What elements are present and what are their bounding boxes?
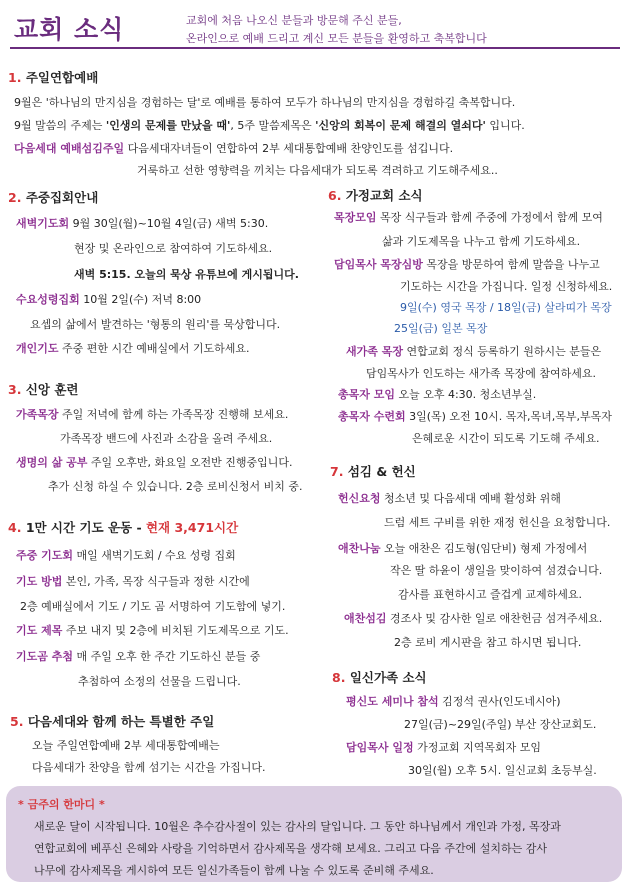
page-title: 교회 소식 <box>14 15 125 44</box>
s4-line-6: 추첨하여 소정의 선물을 드립니다. <box>78 675 241 688</box>
s1-line-3: 다음세대 예배섬김주일 다음세대자녀들이 연합하여 2부 세대통합예배 찬양인도를 섬깁니다. <box>14 142 454 155</box>
s7-line-5: 감사를 표현하시고 즐겁게 교제하세요. <box>398 588 583 601</box>
s3-line-4: 추가 신청 하실 수 있습니다. 2층 로비신청서 비치 중. <box>48 480 303 493</box>
s3-line-2: 가족목장 밴드에 사진과 소감을 올려 주세요. <box>60 432 273 445</box>
s7-line-2: 드럼 세트 구비를 위한 재정 헌신을 요청합니다. <box>384 516 611 529</box>
weekly-message-line-2: 연합교회에 베푸신 은혜와 사랑을 기억하면서 감사제목을 생각해 보세요. 그리고 다음 주간에 설치하는 감사 <box>34 842 547 855</box>
weekly-message-line-3: 나무에 감사제목을 게시하여 모든 일신가족들이 함께 나눌 수 있도록 준비해 주세요. <box>34 864 434 877</box>
s1-line-1: 9월은 '하나님의 만지심을 경험하는 달'로 예배를 통하여 모두가 하나님의 만지심을 경험하길 축복합니다. <box>14 96 516 109</box>
s1-line-4: 거룩하고 선한 영향력을 끼치는 다음세대가 되도록 격려하고 기도해주세요.. <box>137 164 498 177</box>
s6-schedule-2: 25일(금) 일본 목장 <box>394 322 488 335</box>
s7-line-3: 애찬나눔 오늘 애찬은 김도형(임단비) 형제 가정에서 <box>338 542 588 555</box>
s4-line-5: 기도곰 추첨 매 주일 오후 한 주간 기도하신 분들 중 <box>16 650 261 663</box>
s2-line-1: 새벽기도회 9월 30일(월)~10월 4일(금) 새벽 5:30. <box>16 217 269 230</box>
weekly-message-line-1: 새로운 달이 시작됩니다. 10월은 추수감사절이 있는 감사의 달입니다. 그 동안 하나님께서 개인과 가정, 목장과 <box>34 820 561 833</box>
s1-line-2: 9월 말씀의 주제는 '인생의 문제를 만났을 때', 5주 말씀제목은 '신앙의 회복이 문제 해결의 열쇠다' 입니다. <box>14 119 525 132</box>
s8-line-4: 30일(월) 오후 5시. 일신교회 초등부실. <box>408 764 597 777</box>
section-4-heading: 4. 1만 시간 기도 운동 - 현재 3,471시간 <box>8 520 239 535</box>
s6-line-10: 총목자 수련회 3일(목) 오전 10시. 목자,목녀,목부,부목자 <box>338 410 612 423</box>
s7-line-6: 애찬섬김 경조사 및 감사한 일로 애찬헌금 섬겨주세요. <box>344 612 603 625</box>
s4-line-3: 2층 예배실에서 기도 / 기도 곰 서명하여 기도함에 넣기. <box>20 600 286 613</box>
s6-line-3: 담임목사 목장심방 목장을 방문하여 함께 말씀을 나누고 <box>334 258 600 271</box>
weekly-message-title: * 금주의 한마디 * <box>18 798 105 811</box>
s6-line-1: 목장모임 목장 식구들과 함께 주중에 가정에서 함께 모여 <box>334 211 603 224</box>
s2-line-6: 개인기도 주중 편한 시간 예배실에서 기도하세요. <box>16 342 250 355</box>
section-8-heading: 8. 일신가족 소식 <box>332 670 427 685</box>
s4-line-4: 기도 제목 주보 내지 및 2층에 비치된 기도제목으로 기도. <box>16 624 289 637</box>
s7-line-7: 2층 로비 게시판을 참고 하시면 됩니다. <box>394 636 582 649</box>
welcome-line-2: 온라인으로 예배 드리고 계신 모든 분들을 환영하고 축복합니다 <box>186 32 487 45</box>
section-3-heading: 3. 신앙 훈련 <box>8 382 79 397</box>
welcome-line-1: 교회에 처음 나오신 분들과 방문해 주신 분들, <box>186 14 402 27</box>
s6-line-7: 새가족 목장 연합교회 정식 등록하기 원하시는 분들은 <box>346 345 602 358</box>
s5-line-1: 오늘 주일연합예배 2부 세대통합예배는 <box>32 739 220 752</box>
s6-line-8: 담임목사가 인도하는 새가족 목장에 참여하세요. <box>366 367 597 380</box>
s7-line-4: 작은 딸 하윤이 생일을 맞이하여 섬겼습니다. <box>390 564 603 577</box>
s8-line-2: 27일(금)~29일(주일) 부산 장산교회도. <box>404 718 597 731</box>
section-7-heading: 7. 섬김 & 헌신 <box>330 464 416 479</box>
s2-line-4: 수요성령집회 10월 2일(수) 저녁 8:00 <box>16 293 202 306</box>
section-5-heading: 5. 다음세대와 함께 하는 특별한 주일 <box>10 714 215 729</box>
s3-line-3: 생명의 삶 공부 주일 오후반, 화요일 오전반 진행중입니다. <box>16 456 293 469</box>
section-2-heading: 2. 주중집회안내 <box>8 190 99 205</box>
s6-schedule-1: 9일(수) 영국 목장 / 18일(금) 살라띠가 목장 <box>400 301 612 314</box>
section-6-heading: 6. 가정교회 소식 <box>328 188 423 203</box>
s6-line-11: 은혜로운 시간이 되도록 기도해 주세요. <box>412 432 600 445</box>
s2-line-5: 요셉의 삶에서 발견하는 '형통의 원리'를 묵상합니다. <box>30 318 281 331</box>
s2-line-3: 새벽 5:15. 오늘의 묵상 유튜브에 게시됩니다. <box>74 268 299 281</box>
s3-line-1: 가족목장 주일 저녁에 함께 하는 가족목장 진행해 보세요. <box>16 408 289 421</box>
section-1-heading: 1. 주일연합예배 <box>8 70 99 85</box>
s6-line-2: 삶과 기도제목을 나누고 함께 기도하세요. <box>382 235 581 248</box>
s2-line-2: 현장 및 온라인으로 참여하여 기도하세요. <box>74 242 273 255</box>
s4-line-2: 기도 방법 본인, 가족, 목장 식구들과 정한 시간에 <box>16 575 250 588</box>
s4-line-1: 주중 기도회 매일 새벽기도회 / 수요 성령 집회 <box>16 549 236 562</box>
s8-line-3: 담임목사 일정 가정교회 지역목회자 모임 <box>346 741 541 754</box>
s8-line-1: 평신도 세미나 참석 김정석 권사(인도네시아) <box>346 695 561 708</box>
header-divider <box>10 47 620 49</box>
s7-line-1: 헌신요청 청소년 및 다음세대 예배 활성화 위해 <box>338 492 561 505</box>
s6-line-9: 총목자 모임 오늘 오후 4:30. 청소년부실. <box>338 388 537 401</box>
s5-line-2: 다음세대가 찬양을 함께 섬기는 시간을 가집니다. <box>32 761 266 774</box>
s6-line-4: 기도하는 시간을 가집니다. 일정 신청하세요. <box>400 280 613 293</box>
